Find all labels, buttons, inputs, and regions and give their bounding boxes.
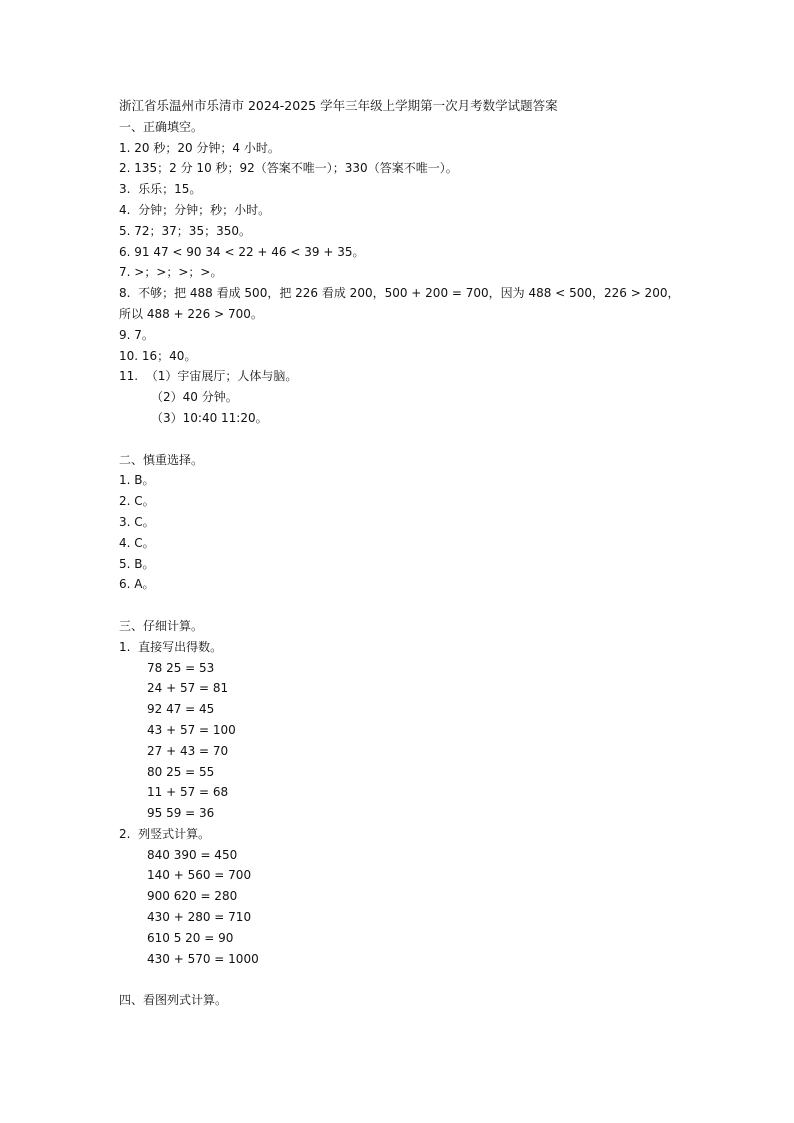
section-heading: 一、正确填空。 (119, 119, 204, 134)
answer-line: 所以 488 + 226 > 700。 (119, 306, 263, 321)
answer-line: 1. 20 秒；20 分钟；4 小时。 (119, 140, 280, 155)
equation-line: 840 390 = 450 (147, 847, 238, 862)
answer-line: 4. C。 (119, 535, 155, 550)
answer-line: 4. 分钟；分钟；秒；小时。 (119, 202, 271, 217)
section-heading: 二、慎重选择。 (119, 452, 204, 467)
equation-line: 24 + 57 = 81 (147, 681, 229, 696)
answer-line: 2. 135；2 分 10 秒；92（答案不唯一）；330（答案不唯一）。 (119, 161, 458, 176)
answer-line: 5. B。 (119, 556, 155, 571)
equation-line: 430 + 570 = 1000 (147, 951, 259, 966)
equation-line: 430 + 280 = 710 (147, 910, 252, 925)
answer-line: 8. 不够；把 488 看成 500，把 226 看成 200，500 + 200 = 700，因为 488 < 500，226 > 200， (119, 286, 680, 301)
answer-line: 10. 16；40。 (119, 348, 197, 363)
answer-line: 1. B。 (119, 473, 155, 488)
section-heading: 三、仔细计算。 (119, 618, 204, 633)
equation-line: 92 47 = 45 (147, 702, 215, 717)
document-title: 浙江省乐温州市乐清市 2024-2025 学年三年级上学期第一次月考数学试题答案 (119, 98, 558, 113)
spacer (119, 595, 699, 616)
equation-line: 140 + 560 = 700 (147, 868, 252, 883)
section-heading: 四、看图列式计算。 (119, 993, 228, 1008)
answer-line: 2. C。 (119, 494, 155, 509)
equation-line: 610 5 20 = 90 (147, 930, 234, 945)
equation-line: 900 620 = 280 (147, 889, 238, 904)
spacer (119, 969, 699, 990)
answer-line: 6. A。 (119, 577, 155, 592)
answer-line: 11. （1）宇宙展厅；人体与脑。 (119, 369, 298, 384)
equation-line: 95 59 = 36 (147, 806, 215, 821)
equation-line: 80 25 = 55 (147, 764, 215, 779)
answer-line: 3. 乐乐；15。 (119, 182, 202, 197)
answer-line: 6. 91 47 < 90 34 < 22 + 46 < 39 + 35。 (119, 244, 365, 259)
answer-subline: （2）40 分钟。 (151, 390, 238, 405)
spacer (119, 429, 699, 450)
answer-line: 3. C。 (119, 514, 155, 529)
equation-line: 43 + 57 = 100 (147, 722, 236, 737)
subsection-title: 2. 列竖式计算。 (119, 826, 211, 841)
subsection-title: 1. 直接写出得数。 (119, 639, 223, 654)
answer-line: 9. 7。 (119, 327, 154, 342)
equation-line: 78 25 = 53 (147, 660, 215, 675)
answer-line: 5. 72；37；35；350。 (119, 223, 251, 238)
equation-line: 27 + 43 = 70 (147, 743, 229, 758)
answer-subline: （3）10:40 11:20。 (151, 410, 268, 425)
equation-line: 11 + 57 = 68 (147, 785, 229, 800)
answer-line: 7. >；>；>；>。 (119, 265, 223, 280)
document-page (119, 96, 699, 1011)
